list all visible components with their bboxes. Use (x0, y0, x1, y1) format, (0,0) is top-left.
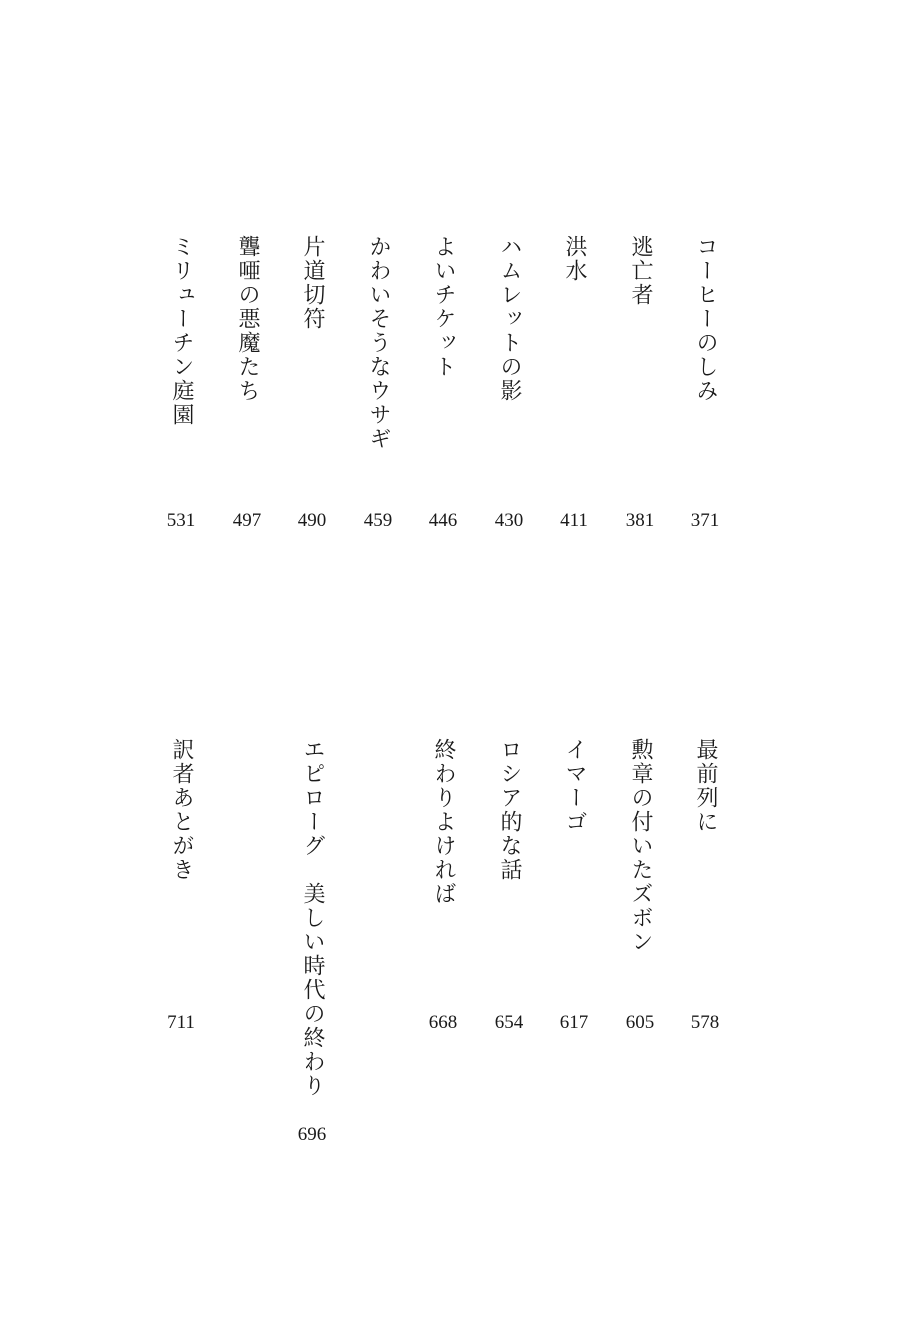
toc-entry[interactable] (294, 738, 330, 1158)
toc-entry[interactable] (163, 738, 199, 1158)
toc-entry-page: 459 (363, 510, 393, 531)
toc-entry[interactable] (229, 235, 265, 555)
toc-entry-page: 578 (690, 1012, 720, 1033)
toc-entry-page: 605 (625, 1012, 655, 1033)
toc-entry[interactable] (360, 235, 396, 555)
toc-entry-title: エピローグ 美しい時代の終わり (300, 738, 325, 1098)
toc-entry-page: 497 (232, 510, 262, 531)
toc-block-2 (0, 738, 900, 1158)
toc-entry-page: 617 (559, 1012, 589, 1033)
toc-entry-title: コーヒーのしみ (693, 235, 718, 403)
toc-entry[interactable] (687, 235, 723, 555)
toc-entry-title: 勲章の付いたズボン (628, 738, 653, 954)
toc-entry-title: 逃亡者 (628, 235, 653, 307)
toc-entry-title: 最前列に (693, 738, 718, 834)
toc-entry-title: ミリューチン庭園 (169, 235, 194, 427)
toc-entry-title: 訳者あとがき (169, 738, 194, 882)
toc-entry[interactable] (491, 738, 527, 1158)
toc-entry[interactable] (556, 235, 592, 555)
toc-entry-title: イマーゴ (562, 738, 587, 834)
toc-entry[interactable] (556, 738, 592, 1158)
toc-entry[interactable] (622, 738, 658, 1158)
toc-entry-title: かわいそうなウサギ (366, 235, 391, 451)
toc-entry-page: 430 (494, 510, 524, 531)
toc-entry[interactable] (425, 738, 461, 1158)
toc-entry[interactable] (425, 235, 461, 555)
toc-entry-page: 668 (428, 1012, 458, 1033)
toc-entry[interactable] (163, 235, 199, 555)
toc-entry-title: 聾唖の悪魔たち (235, 235, 260, 403)
toc-entry-title: 洪水 (562, 235, 587, 283)
toc-entry-title: 片道切符 (300, 235, 325, 331)
toc-entry-page: 654 (494, 1012, 524, 1033)
toc-entry-page: 411 (560, 510, 588, 531)
toc-entry[interactable] (622, 235, 658, 555)
toc-block-1 (0, 235, 900, 555)
toc-entry-page: 371 (690, 510, 720, 531)
toc-entry[interactable] (687, 738, 723, 1158)
toc-entry-page: 711 (167, 1012, 195, 1033)
toc-entry-title: 終わりよければ (431, 738, 456, 906)
toc-entry-page: 381 (625, 510, 655, 531)
toc-entry-title: よいチケット (431, 235, 456, 379)
toc-entry[interactable] (491, 235, 527, 555)
toc-entry-title: ロシア的な話 (497, 738, 522, 882)
toc-entry-page: 531 (166, 510, 196, 531)
toc-entry-page: 490 (297, 510, 327, 531)
toc-entry-page: 446 (428, 510, 458, 531)
toc-entry-title: ハムレットの影 (497, 235, 522, 403)
toc-entry-page: 696 (297, 1124, 327, 1145)
toc-entry[interactable] (294, 235, 330, 555)
